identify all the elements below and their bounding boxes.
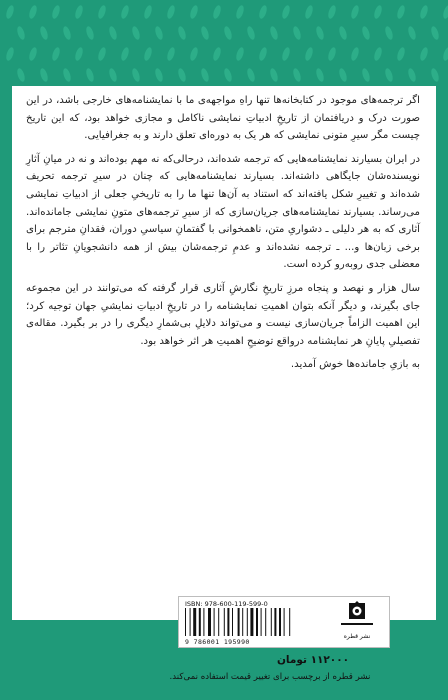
leaf-shape [281, 46, 291, 61]
leaf-shape [143, 4, 153, 19]
leaf-shape [258, 4, 268, 19]
leaf-shape [154, 67, 164, 82]
barcode-digits: 9 786001 195990 [185, 638, 250, 646]
paragraph-4: به بازیِ جامانده‌ها خوش آمدید. [290, 359, 420, 371]
leaf-shape [442, 4, 448, 19]
leaf-shape [315, 25, 325, 40]
barcode-bar [256, 608, 258, 636]
barcode-bar [238, 608, 240, 636]
leaf-shape [51, 4, 61, 19]
leaf-shape [373, 46, 383, 61]
paragraph-3: سال هزار و نهصد و پنجاه مرزِ تاریخِ نگارشِ آثاری قرار گرفته که می‌توانند در این مجموعه جای بگیرند، و دیگر آنکه بتوان اهمیتِ نمایشنامه را در تاریخِ ادبیاتِ نمایشیِ جهان توجیه کرد؛ این اهمیت الزاماً جریان‌سازی نیست و می‌تواند دلایلِ بی‌شمارِ دیگری را در بر بگیرد. مقاله‌ی تفصیلیِ پایانِ هر نمایشنامه درواقع توضیحِ اهمیتِ هر اثر خواهد بود. [26, 282, 420, 347]
barcode-bar [218, 608, 219, 636]
leaf-shape [373, 4, 383, 19]
barcode-label [178, 596, 390, 648]
barcode-bar [261, 608, 262, 636]
leaf-shape [131, 67, 141, 82]
leaf-shape [235, 4, 245, 19]
leaf-shape [131, 25, 141, 40]
leaf-shape [246, 25, 256, 40]
leaf-shape [16, 67, 26, 82]
leaf-shape [74, 46, 84, 61]
barcode-bar [279, 608, 281, 636]
publisher-name: نشر قطره [343, 633, 371, 640]
leaf-shape [269, 25, 279, 40]
leaf-shape [28, 46, 38, 61]
right-green-strip [436, 86, 448, 620]
barcode-bar [271, 608, 272, 636]
leaf-shape [327, 46, 337, 61]
leaf-shape [407, 25, 417, 40]
barcode-bar [199, 608, 201, 636]
paragraph-2: در ایران بسیارند نمایشنامه‌هایی که ترجمه شده‌اند، درحالی‌که نه مهم بوده‌اند و نه در میانِ آثارِ نویسنده‌شان جایگاهی داشته‌اند. بسیارند نمایشنامه‌هایی که چنان در سیرِ ترجمه تحریف شده‌اند و تغییرِ شکل یافته‌اند که استناد به آن‌ها تنها ما را به تاریخیِ جعلی از ادبیاتِ نمایشی می‌رساند. بسیارند نمایشنامه‌های جریان‌سازی که از سیرِ ترجمه‌های متونِ نمایشی جامانده‌اند. آثاری که به هر دلیلی ـ دشواریِ متن، ناهمخوانی با گفتمانِ سیاسیِ دوران، فقدانِ مترجم برای برخی زبان‌ها و... ـ ترجمه نشده‌اند و عدمِ ترجمه‌شان بیش از همه دانشجویانِ تئاتر را با معضلی جدی روبه‌رو کرده است. [26, 153, 420, 271]
leaf-shape [212, 4, 222, 19]
leaf-shape [430, 25, 440, 40]
barcode-bar [250, 608, 253, 636]
leaf-shape [292, 67, 302, 82]
barcode-bar [193, 608, 196, 636]
leaf-shape [74, 4, 84, 19]
leaf-shape [235, 46, 245, 61]
leaf-shape [120, 4, 130, 19]
leaf-shape [97, 4, 107, 19]
left-green-strip [0, 86, 12, 620]
leaf-shape [108, 25, 118, 40]
barcode-bar [203, 608, 204, 636]
barcode-bar [208, 608, 211, 636]
leaf-shape [177, 67, 187, 82]
leaf-shape [62, 67, 72, 82]
leaf-shape [200, 25, 210, 40]
leaf-shape [120, 46, 130, 61]
publisher-logo-icon [329, 601, 385, 633]
leaf-shape [384, 67, 394, 82]
barcode-bar [224, 608, 225, 636]
price-sticker-notice: نشر قطره از برچسب برای تغییر قیمت استفاده نمی‌کند. [169, 672, 371, 682]
leaf-shape [338, 25, 348, 40]
barcode-bar [227, 608, 229, 636]
leaf-shape [97, 46, 107, 61]
leaf-shape [396, 46, 406, 61]
barcode-bar [190, 608, 191, 636]
leaf-shape [384, 25, 394, 40]
leaf-shape [166, 46, 176, 61]
leaf-shape [212, 46, 222, 61]
leaf-shape [85, 67, 95, 82]
publisher-logo [329, 601, 385, 645]
leaf-shape [51, 46, 61, 61]
leaf-shape [361, 25, 371, 40]
leaf-pattern [0, 0, 448, 86]
leaf-shape [419, 46, 429, 61]
leaf-shape [350, 46, 360, 61]
leaf-shape [304, 4, 314, 19]
leaf-shape [269, 67, 279, 82]
barcode-bar [265, 608, 266, 636]
barcode-bar [242, 608, 243, 636]
leaf-shape [407, 67, 417, 82]
leaf-shape [177, 25, 187, 40]
leaf-shape [189, 46, 199, 61]
leaf-shape [189, 4, 199, 19]
leaf-shape [258, 46, 268, 61]
leaf-shape [338, 67, 348, 82]
leaf-shape [350, 4, 360, 19]
isbn-text: ISBN: 978-600-119-599-0 [185, 600, 268, 608]
leaf-shape [5, 4, 15, 19]
leaf-shape [327, 4, 337, 19]
leaf-shape [108, 67, 118, 82]
leaf-shape [419, 4, 429, 19]
leaf-shape [315, 67, 325, 82]
leaf-shape [442, 46, 448, 61]
leaf-shape [154, 25, 164, 40]
barcode-bar [232, 608, 233, 636]
leaf-shape [361, 67, 371, 82]
barcode-bar [185, 608, 186, 636]
leaf-shape [62, 25, 72, 40]
leaf-shape [143, 46, 153, 61]
barcode-bar [247, 608, 248, 636]
leaf-shape [396, 4, 406, 19]
leaf-shape [85, 25, 95, 40]
leaf-shape [39, 25, 49, 40]
price-label: ۱۱۲۰۰۰ تومان [276, 654, 350, 666]
barcode-bar [284, 608, 285, 636]
leaf-shape [292, 25, 302, 40]
leaf-shape [200, 67, 210, 82]
barcode-bar [274, 608, 276, 636]
leaf-shape [166, 4, 176, 19]
leaf-shape [16, 25, 26, 40]
leaf-shape [246, 67, 256, 82]
leaf-shape [223, 25, 233, 40]
leaf-shape [304, 46, 314, 61]
paragraph-1: اگر ترجمه‌های موجود در کتابخانه‌ها تنها راهِ مواجهه‌ی ما با نمایشنامه‌های خارجی باشد، در این صورت درک و دریافتمان از تاریخِ ادبیاتِ نمایشی ناکامل و مجازی خواهد بود، که این تاریخ چیست مگر سیرِ متونی نمایشی که هر یک به دوره‌ای تعلق دارند و به جغرافیایی. [26, 95, 420, 142]
decorative-pattern-top [0, 0, 448, 86]
leaf-shape [430, 67, 440, 82]
leaf-shape [223, 67, 233, 82]
barcode-bar [289, 608, 290, 636]
barcode-bar [214, 608, 215, 636]
leaf-shape [5, 46, 15, 61]
leaf-shape [281, 4, 291, 19]
leaf-shape [28, 4, 38, 19]
barcode-icon [185, 608, 325, 638]
leaf-shape [39, 67, 49, 82]
blurb-text [26, 92, 420, 374]
